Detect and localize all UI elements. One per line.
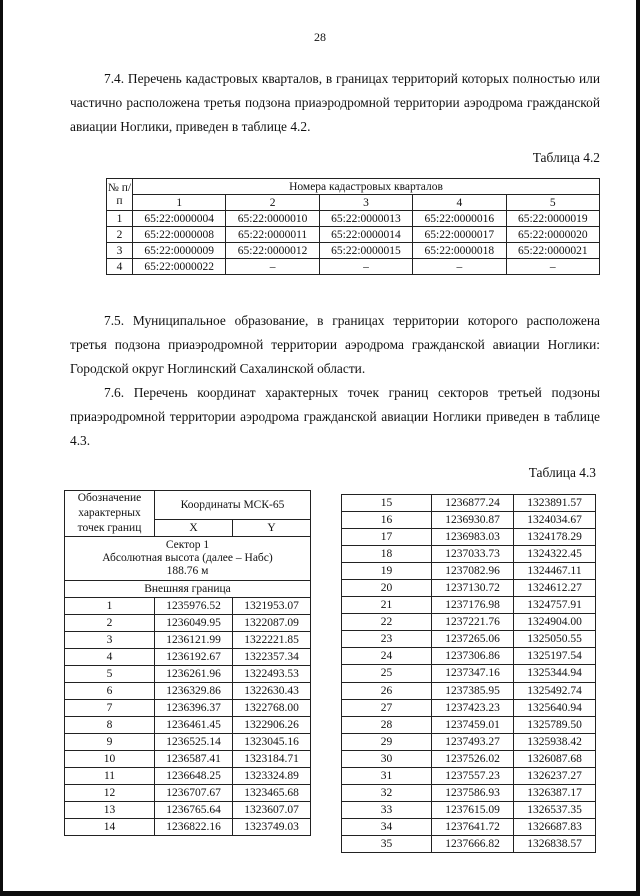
point-id: 29 [342,733,432,750]
table-row [107,227,600,243]
paragraph-7-5 [70,309,600,381]
point-id: 8 [65,717,155,734]
point-id: 32 [342,784,432,801]
coord-x: 1236707.67 [155,785,233,802]
table-row [65,598,311,615]
coord-x: 1236396.37 [155,700,233,717]
coord-y: 1326387.17 [514,784,596,801]
table-row [342,631,596,648]
coord-x: 1236983.03 [432,529,514,546]
coord-x: 1236525.14 [155,734,233,751]
paragraph-7-6-text: 7.6. Перечень координат характерных точек границ секторов третьей подзоны приаэродромной территории аэродрома гражданской авиации Ноглики приведен в таблице 4.3. [70,385,600,448]
table-4-2-col-numbers [107,195,600,211]
point-id: 16 [342,512,432,529]
cadastral-quarter: 65:22:0000018 [413,243,506,259]
table-4-3-boundary: Внешняя граница [65,581,311,598]
table-row [65,819,311,836]
point-id: 7 [65,700,155,717]
table-row [342,733,596,750]
table-row [65,666,311,683]
table-row [65,683,311,700]
coord-x: 1237347.16 [432,665,514,682]
table-row [65,768,311,785]
table-4-3-header-y: Y [233,520,311,537]
table-row [342,818,596,835]
table-4-3-header-coords: Координаты МСК-65 [155,491,311,520]
coord-y: 1322630.43 [233,683,311,700]
coord-x: 1237423.23 [432,699,514,716]
coord-y: 1325197.54 [514,648,596,665]
coord-x: 1236121.99 [155,632,233,649]
cadastral-quarter: 65:22:0000013 [319,211,412,227]
point-id: 27 [342,699,432,716]
cadastral-quarter: 65:22:0000004 [133,211,226,227]
point-id: 1 [65,598,155,615]
table-4-2-header-group: Номера кадастровых кварталов [133,179,600,195]
point-id: 6 [65,683,155,700]
table-row [342,614,596,631]
cadastral-quarter: 65:22:0000015 [319,243,412,259]
point-id: 15 [342,495,432,512]
coord-x: 1236192.67 [155,649,233,666]
coord-x: 1237130.72 [432,580,514,597]
table-4-3-sector-title: Сектор 1 [165,539,210,551]
coord-x: 1235976.52 [155,598,233,615]
coord-y: 1324612.27 [514,580,596,597]
table-4-3-caption: Таблица 4.3 [528,465,596,480]
scan-border-right [636,0,640,896]
coord-x: 1237526.02 [432,750,514,767]
coord-y: 1323465.68 [233,785,311,802]
cadastral-quarter: 65:22:0000019 [506,211,599,227]
table-row [107,259,600,275]
point-id: 33 [342,801,432,818]
coord-x: 1236329.86 [155,683,233,700]
table-row [65,717,311,734]
table-4-2-col-number: 5 [506,195,599,211]
point-id: 11 [65,768,155,785]
coord-x: 1237306.86 [432,648,514,665]
row-number: 3 [107,243,133,259]
coord-y: 1326838.57 [514,835,596,852]
table-4-2-col-number: 3 [319,195,412,211]
table-row [342,597,596,614]
paragraph-7-6 [70,381,600,453]
table-row [342,801,596,818]
row-number: 4 [107,259,133,275]
coord-y: 1324904.00 [514,614,596,631]
coord-y: 1322357.34 [233,649,311,666]
coord-x: 1237459.01 [432,716,514,733]
point-id: 18 [342,546,432,563]
point-id: 2 [65,615,155,632]
coord-x: 1237586.93 [432,784,514,801]
table-4-3-sector-block [65,537,311,581]
cadastral-quarter: 65:22:0000009 [133,243,226,259]
coord-x: 1237221.76 [432,614,514,631]
table-row [342,563,596,580]
coord-y: 1323891.57 [514,495,596,512]
table-4-3-height-value: 188.76 м [166,565,209,577]
coord-y: 1321953.07 [233,598,311,615]
coord-y: 1325640.94 [514,699,596,716]
coord-x: 1236765.64 [155,802,233,819]
point-id: 3 [65,632,155,649]
point-id: 17 [342,529,432,546]
cadastral-quarter: 65:22:0000012 [226,243,319,259]
scan-border-bottom [0,891,640,896]
coord-y: 1322768.00 [233,700,311,717]
point-id: 10 [65,751,155,768]
point-id: 5 [65,666,155,683]
table-row [342,665,596,682]
coord-y: 1325050.55 [514,631,596,648]
cadastral-quarter: 65:22:0000020 [506,227,599,243]
cadastral-quarter: – [226,259,319,275]
table-row [107,243,600,259]
page-number: 28 [314,30,326,44]
coord-y: 1322493.53 [233,666,311,683]
table-4-2 [106,178,600,275]
point-id: 12 [65,785,155,802]
table-4-2-col-number: 2 [226,195,319,211]
point-id: 20 [342,580,432,597]
coord-x: 1237615.09 [432,801,514,818]
paragraph-7-5-text: 7.5. Муниципальное образование, в границах территории которого расположена третья подзона приаэродромной территории аэродрома гражданской авиации Ноглики: Городской округ Ноглинский Сахалинской области. [70,313,600,376]
coord-y: 1322087.09 [233,615,311,632]
coord-x: 1236587.41 [155,751,233,768]
table-row [342,716,596,733]
point-id: 28 [342,716,432,733]
table-row [107,211,600,227]
table-row [65,802,311,819]
point-id: 35 [342,835,432,852]
point-id: 22 [342,614,432,631]
table-row [65,649,311,666]
table-row [342,682,596,699]
table-row [65,734,311,751]
cadastral-quarter: 65:22:0000022 [133,259,226,275]
table-4-3-header-x: X [155,520,233,537]
point-id: 26 [342,682,432,699]
coord-x: 1236648.25 [155,768,233,785]
coord-y: 1322221.85 [233,632,311,649]
table-row [342,546,596,563]
coord-y: 1326237.27 [514,767,596,784]
cadastral-quarter: 65:22:0000011 [226,227,319,243]
table-row [65,615,311,632]
point-id: 25 [342,665,432,682]
coord-x: 1236877.24 [432,495,514,512]
table-row [342,750,596,767]
coord-x: 1237033.73 [432,546,514,563]
table-row [65,785,311,802]
coord-x: 1237557.23 [432,767,514,784]
point-id: 34 [342,818,432,835]
cadastral-quarter: 65:22:0000010 [226,211,319,227]
scan-border-left [0,0,3,896]
coord-x: 1236261.96 [155,666,233,683]
coord-x: 1236049.95 [155,615,233,632]
point-id: 31 [342,767,432,784]
coord-y: 1323607.07 [233,802,311,819]
table-4-3-left [64,490,311,836]
table-4-2-col-number: 1 [133,195,226,211]
table-4-2-header-num: № п/п [107,179,133,211]
coord-x: 1237176.98 [432,597,514,614]
table-4-2-col-number: 4 [413,195,506,211]
cadastral-quarter: 65:22:0000014 [319,227,412,243]
point-id: 4 [65,649,155,666]
table-4-3-height-line: Абсолютная высота (далее – Набс) [102,552,273,564]
table-row [342,529,596,546]
coord-x: 1237265.06 [432,631,514,648]
coord-y: 1324467.11 [514,563,596,580]
coord-y: 1323324.89 [233,768,311,785]
coord-y: 1325938.42 [514,733,596,750]
coord-x: 1236822.16 [155,819,233,836]
coord-y: 1326087.68 [514,750,596,767]
table-row [342,784,596,801]
coord-x: 1237666.82 [432,835,514,852]
cadastral-quarter: 65:22:0000016 [413,211,506,227]
point-id: 30 [342,750,432,767]
coord-y: 1323184.71 [233,751,311,768]
table-4-3-header-point: Обозначение характерных точек границ [65,491,155,537]
point-id: 21 [342,597,432,614]
table-row [65,632,311,649]
coord-x: 1237082.96 [432,563,514,580]
table-row [342,699,596,716]
coord-y: 1324322.45 [514,546,596,563]
point-id: 9 [65,734,155,751]
row-number: 2 [107,227,133,243]
table-row [342,495,596,512]
coord-y: 1325492.74 [514,682,596,699]
point-id: 19 [342,563,432,580]
cadastral-quarter: 65:22:0000021 [506,243,599,259]
coord-y: 1324757.91 [514,597,596,614]
point-id: 14 [65,819,155,836]
paragraph-7-4-text: 7.4. Перечень кадастровых кварталов, в границах территорий которых полностью или частично расположена третья подзона приаэродромной территории аэродрома гражданской авиации Ноглики, приведен в таблице 4.2. [70,71,600,134]
coord-x: 1236461.45 [155,717,233,734]
table-row [342,580,596,597]
table-row [342,835,596,852]
coord-y: 1324178.29 [514,529,596,546]
cadastral-quarter: – [413,259,506,275]
cadastral-quarter: – [319,259,412,275]
point-id: 13 [65,802,155,819]
coord-y: 1326687.83 [514,818,596,835]
cadastral-quarter: 65:22:0000008 [133,227,226,243]
coord-y: 1322906.26 [233,717,311,734]
coord-y: 1326537.35 [514,801,596,818]
point-id: 23 [342,631,432,648]
coord-y: 1323749.03 [233,819,311,836]
table-row [65,700,311,717]
coord-y: 1325344.94 [514,665,596,682]
point-id: 24 [342,648,432,665]
coord-x: 1237641.72 [432,818,514,835]
coord-x: 1236930.87 [432,512,514,529]
cadastral-quarter: 65:22:0000017 [413,227,506,243]
table-row [342,512,596,529]
cadastral-quarter: – [506,259,599,275]
coord-y: 1324034.67 [514,512,596,529]
coord-y: 1325789.50 [514,716,596,733]
table-row [342,767,596,784]
row-number: 1 [107,211,133,227]
table-4-2-caption: Таблица 4.2 [532,150,600,165]
paragraph-7-4 [70,67,600,139]
table-row [342,648,596,665]
table-row [65,751,311,768]
coord-y: 1323045.16 [233,734,311,751]
coord-x: 1237493.27 [432,733,514,750]
table-4-3-right [341,494,596,853]
coord-x: 1237385.95 [432,682,514,699]
